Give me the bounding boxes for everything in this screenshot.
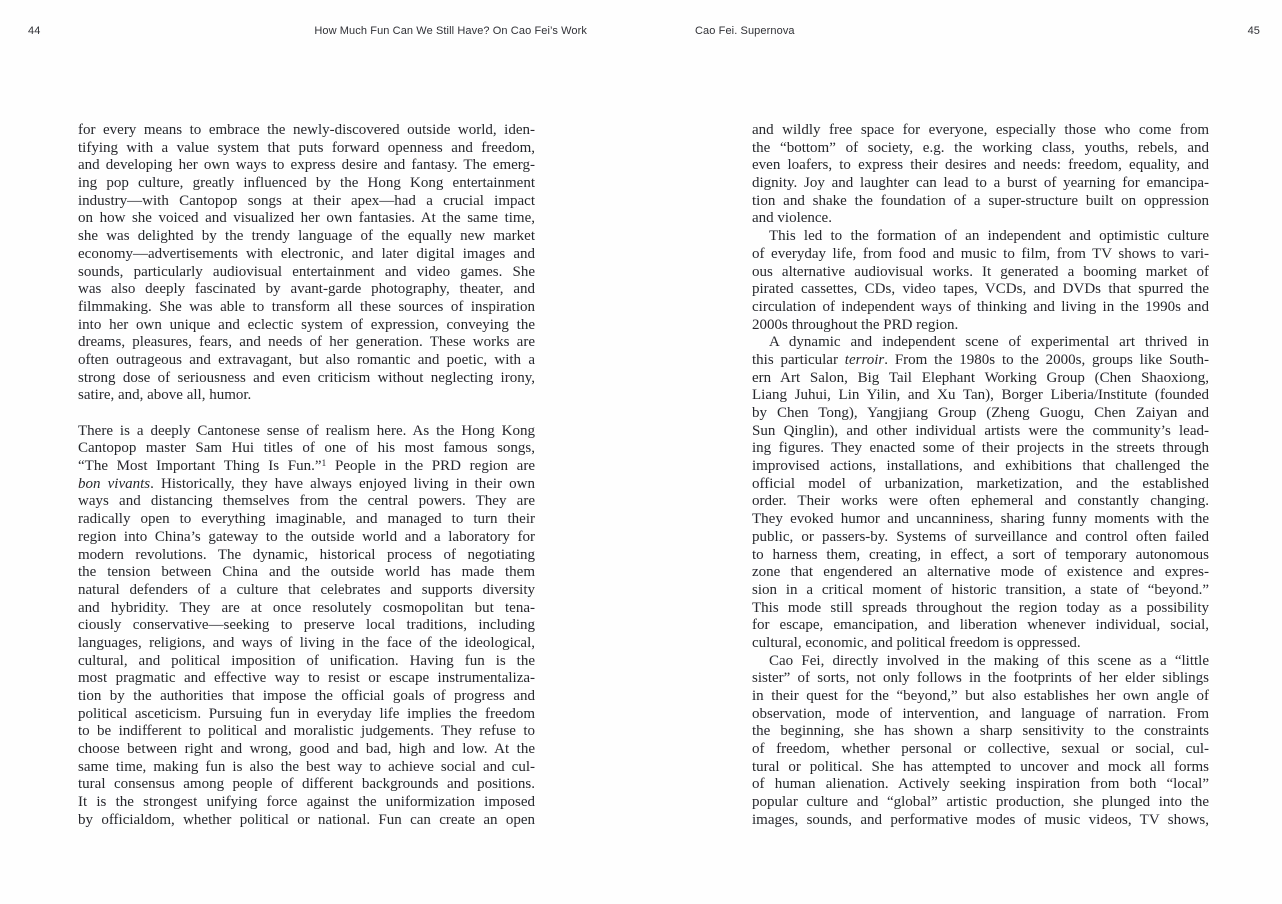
text-line: of everyday life, from food and music to film, from TV shows to vari-: [752, 245, 1209, 262]
text-line: to be indifferent to political and moralistic judgements. They refuse to: [78, 723, 535, 740]
left-page-text: [78, 122, 535, 830]
text-line: was also deeply fascinated by avant-garde photography, theater, and: [78, 281, 535, 298]
text-line: Cao Fei, directly involved in the making of this scene as a “little: [769, 652, 1209, 669]
running-head-right: Cao Fei. Supernova: [695, 25, 795, 37]
text-line: observation, mode of intervention, and language of narration. From: [752, 705, 1209, 722]
text-line: most pragmatic and effective way to resist or escape instrumentaliza-: [78, 670, 535, 687]
text-line: even loafers, to express their desires and needs: freedom, equality, and: [752, 157, 1209, 174]
text-line: on how she voiced and visualized her own fantasies. At the same time,: [78, 210, 535, 227]
text-line: political asceticism. Pursuing fun in everyday life implies the freedom: [78, 705, 535, 722]
text-line: languages, religions, and ways of living in the face of the ideological,: [78, 634, 535, 651]
text-line: improvised actions, installations, and exhibitions that challenged the: [752, 458, 1209, 475]
paragraph: [752, 653, 1209, 830]
text-line: Cantopop master Sam Hui titles of one of his most famous songs,: [78, 440, 535, 457]
text-line: It is the strongest unifying force against the uniformization imposed: [78, 794, 535, 811]
text-line: for every means to embrace the newly-discovered outside world, iden-: [78, 122, 535, 138]
text-line: order. Their works were often ephemeral and constantly changing.: [752, 493, 1209, 510]
text-line: “The Most Important Thing Is Fun.”$^1$ People in the PRD region are: [78, 458, 535, 475]
text-line: and wildly free space for everyone, especially those who come from: [752, 122, 1209, 138]
paragraph: [752, 122, 1209, 228]
text-line: the beginning, she has shown a sharp sensitivity to the constraints: [752, 723, 1209, 740]
text-line: of freedom, whether personal or collective, sexual or social, cul-: [752, 741, 1209, 758]
text-line: tural consensus among people of different backgrounds and positions.: [78, 776, 535, 793]
text-line: by Chen Tong), Yangjiang Group (Zheng Guogu, Chen Zaiyan and: [752, 405, 1209, 421]
text-line: bon vivants. Historically, they have always enjoyed living in their own: [78, 475, 535, 492]
text-line: in their quest for the “beyond,” but also establishes her own angle of: [752, 688, 1209, 704]
text-line: region into China’s gateway to the outside world and a laboratory for: [78, 528, 535, 545]
text-line: tion and shake the foundation of a super-structure built on oppression: [752, 192, 1209, 209]
text-line: ways and distancing themselves from the central powers. They are: [78, 493, 535, 510]
text-line: to harness them, creating, in effect, a sort of temporary autonomous: [752, 546, 1209, 563]
text-line: zone that engendered an alternative mode of existence and expres-: [752, 564, 1209, 581]
text-line: circulation of independent ways of thinking and living in the 1990s and: [752, 298, 1209, 315]
text-line: A dynamic and independent scene of experimental art thrived in: [769, 334, 1209, 351]
text-line: sister” of sorts, not only follows in the footprints of her elder siblings: [752, 670, 1209, 687]
text-line: and hybridity. They are at once resolutely cosmopolitan but tena-: [78, 599, 535, 616]
paragraph: [752, 334, 1209, 652]
right-page-text: [752, 122, 1209, 830]
text-line: cultural, and political imposition of unification. Having fun is the: [78, 652, 535, 669]
text-line: industry—with Cantopop songs at their apex—had a crucial impact: [78, 192, 535, 209]
text-line: ing figures. They enacted some of their projects in the streets through: [752, 440, 1209, 457]
text-line: for escape, emancipation, and liberation whenever individual, social,: [752, 617, 1209, 634]
text-line: images, sounds, and performative modes of music videos, TV shows,: [752, 811, 1209, 828]
text-line: dreams, pleasures, fears, and needs of her generation. These works are: [78, 334, 535, 351]
text-line: the tension between China and the outside world has made them: [78, 564, 535, 581]
text-line: she was delighted by the trendy language of the equally new market: [78, 228, 535, 245]
text-line: of human alienation. Actively seeking inspiration from both “local”: [752, 776, 1209, 793]
text-line: dignity. Joy and laughter can lead to a burst of yearning for emancipa-: [752, 175, 1209, 192]
text-line: ous alternative audiovisual works. It generated a booming market of: [752, 263, 1209, 280]
paragraph: [752, 228, 1209, 334]
page-number-right: 45: [1247, 25, 1260, 37]
text-line: Liang Juhui, Lin Yilin, and Xu Tan), Borger Liberia/Institute (founded: [752, 387, 1209, 404]
text-line: sounds, particularly audiovisual entertainment and video games. She: [78, 263, 535, 280]
text-line: ciously conservative—seeking to preserve local traditions, including: [78, 617, 535, 634]
text-line: They evoked humor and uncanniness, sharing funny moments with the: [752, 511, 1209, 528]
text-line: modern revolutions. The dynamic, historical process of negotiating: [78, 546, 535, 563]
text-line: by officialdom, whether political or national. Fun can create an open: [78, 811, 535, 828]
text-line: This led to the formation of an independent and optimistic culture: [769, 228, 1209, 245]
text-line: popular culture and “global” artistic production, she plunged into the: [752, 794, 1209, 811]
running-head-left: How Much Fun Can We Still Have? On Cao Fei’s Work: [314, 25, 587, 37]
text-line: natural defenders of a culture that celebrates and supports diversity: [78, 581, 535, 598]
paragraph: [78, 423, 535, 830]
text-line: tifying with a value system that puts forward openness and freedom,: [78, 139, 535, 156]
text-line: sion in a critical moment of historic transition, a state of “beyond.”: [752, 581, 1209, 598]
text-line: radically open to everything imaginable, and managed to turn their: [78, 511, 535, 528]
text-line: satire, and, above all, humor.: [78, 387, 252, 404]
text-line: often outrageous and extravagant, but also romantic and poetic, with a: [78, 351, 535, 368]
text-line: and violence.: [752, 210, 832, 227]
text-line: filmmaking. She was able to transform all these sources of inspiration: [78, 298, 535, 315]
text-line: strong dose of seriousness and even criticism without neglecting irony,: [78, 369, 535, 386]
text-line: Sun Qinglin), and other individual artists were the community’s lead-: [752, 422, 1209, 439]
text-line: choose between right and wrong, good and bad, high and low. At the: [78, 741, 535, 758]
text-line: 2000s throughout the PRD region.: [752, 316, 959, 333]
text-line: ing pop culture, greatly influenced by the Hong Kong entertainment: [78, 175, 535, 192]
paragraph: [78, 122, 535, 405]
text-line: ern Art Salon, Big Tail Elephant Working Group (Chen Shaoxiong,: [752, 369, 1209, 386]
text-line: economy—advertisements with electronic, and later digital images and: [78, 245, 535, 262]
text-line: pirated cassettes, CDs, video tapes, VCDs, and DVDs that spurred the: [752, 281, 1209, 298]
text-line: same time, making fun is also the best way to achieve social and cul-: [78, 758, 535, 775]
text-line: and developing her own ways to express desire and fantasy. The emerg-: [78, 157, 535, 174]
text-line: cultural, economic, and political freedom is oppressed.: [752, 634, 1081, 651]
text-line: official model of urbanization, marketization, and the established: [752, 475, 1209, 492]
text-line: tural or political. She has attempted to uncover and mock all forms: [752, 758, 1209, 775]
text-line: tion by the authorities that impose the official goals of progress and: [78, 688, 535, 704]
text-line: There is a deeply Cantonese sense of realism here. As the Hong Kong: [78, 422, 535, 439]
text-line: This mode still spreads throughout the region today as a possibility: [752, 599, 1209, 616]
text-line: public, or passers-by. Systems of surveillance and control often failed: [752, 528, 1209, 545]
text-line: the “bottom” of society, e.g. the working class, youths, rebels, and: [752, 139, 1209, 156]
text-line: into her own unique and eclectic system of expression, conveying the: [78, 316, 535, 333]
page-number-left: 44: [28, 25, 41, 37]
text-line: this particular terroir. From the 1980s to the 2000s, groups like South-: [752, 351, 1209, 368]
